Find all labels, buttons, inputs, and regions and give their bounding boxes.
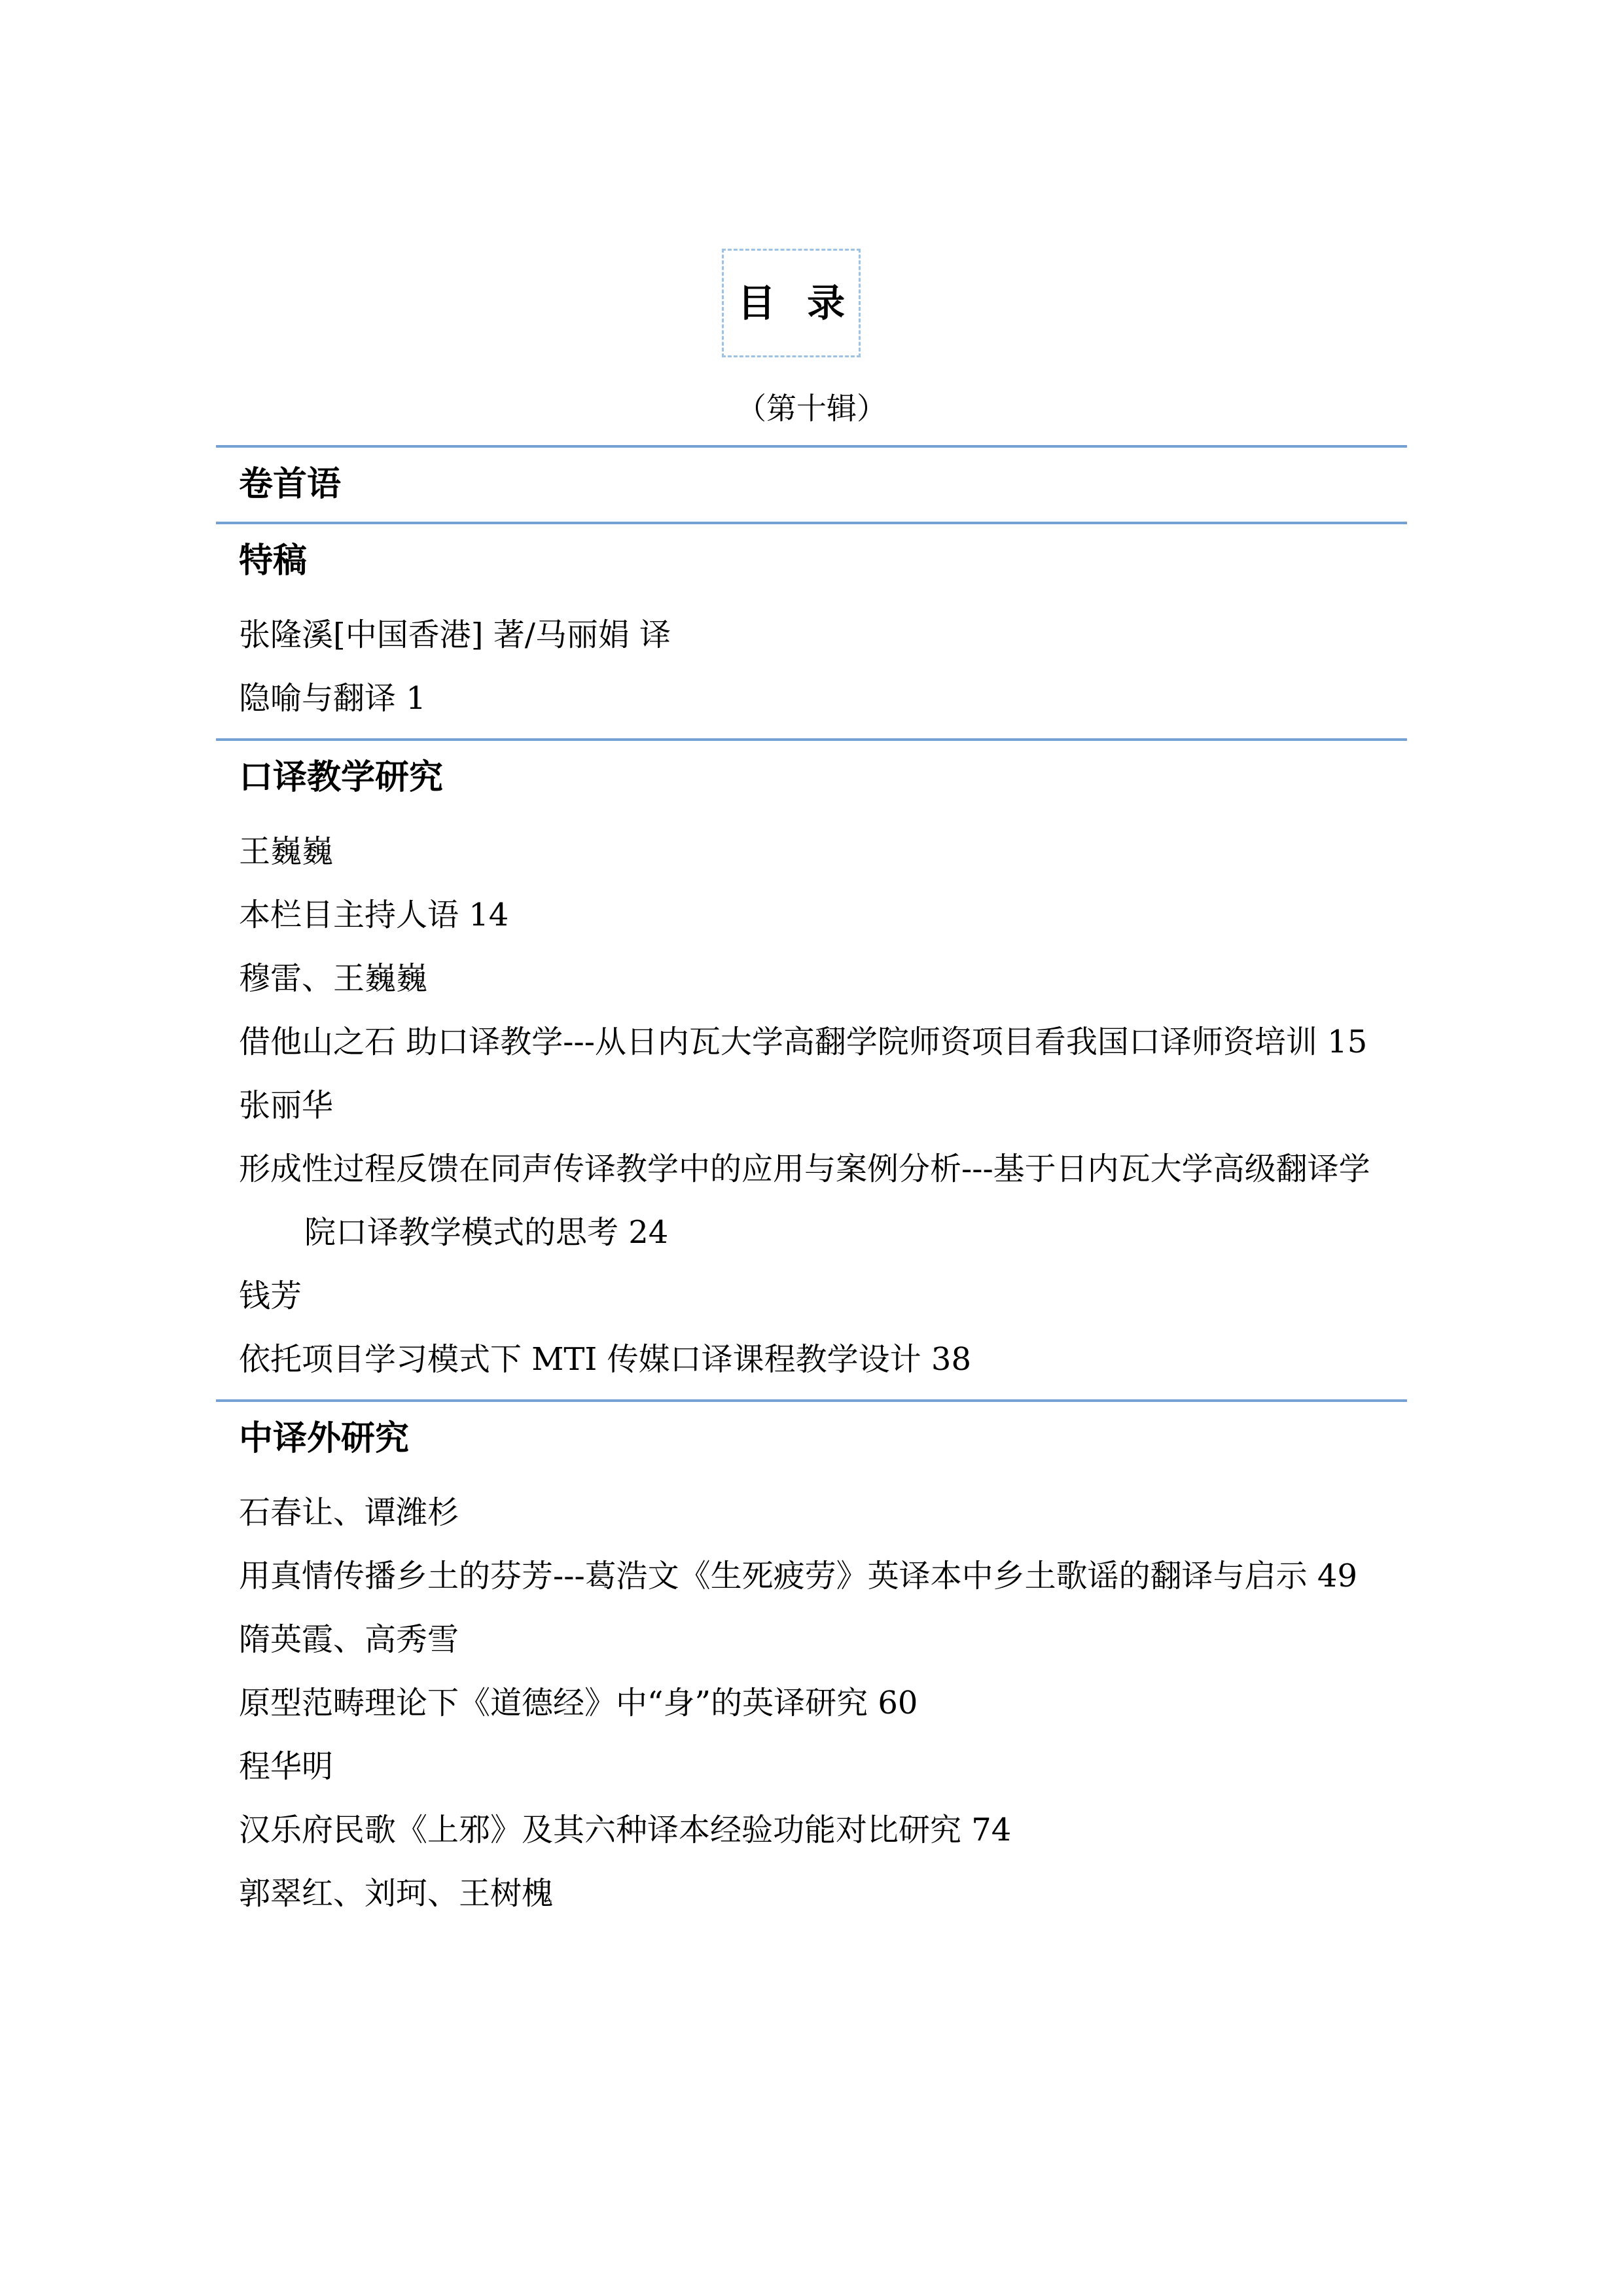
article-title-line: 借他山之石 助口译教学---从日内瓦大学高翻学院师资项目看我国口译师资培训 15: [239, 1024, 1368, 1060]
authors-line: 程华明: [239, 1748, 334, 1785]
section-juanshouyu: [216, 445, 1407, 522]
toc-title: 目 录: [737, 281, 846, 325]
article-title-line: 用真情传播乡土的芬芳---葛浩文《生死疲劳》英译本中乡土歌谣的翻译与启示 49: [239, 1558, 1357, 1594]
article-title-line: 原型范畴理论下《道德经》中“身”的英译研究 60: [239, 1685, 918, 1721]
authors-line: 郭翠红、刘珂、王树槐: [239, 1875, 554, 1912]
section-header: 口译教学研究: [239, 758, 444, 797]
authors-line: 张丽华: [239, 1087, 334, 1124]
section-items: [216, 598, 1407, 738]
section-tegao: [216, 522, 1407, 738]
authors-line: 王巍巍: [239, 833, 334, 870]
section-items: [216, 815, 1407, 1399]
toc-title-box: [722, 249, 861, 357]
volume-subtitle: （第十辑）: [736, 391, 887, 426]
article-title-line: 形成性过程反馈在同声传译教学中的应用与案例分析---基于日内瓦大学高级翻译学院口译教学模式的思考 24: [239, 1151, 1370, 1251]
section-kouyi-jiaoxue-yanjiu: [216, 738, 1407, 1399]
authors-line: 钱芳: [239, 1278, 302, 1314]
toc-content: [216, 445, 1407, 1933]
section-zhongyiwai-yanjiu: [216, 1399, 1407, 1933]
authors-line: 隋英霞、高秀雪: [239, 1621, 459, 1658]
authors-line: 穆雷、王巍巍: [239, 960, 428, 997]
section-items: [216, 1476, 1407, 1933]
section-header: 卷首语: [239, 465, 342, 504]
article-title-line: 本栏目主持人语 14: [239, 897, 509, 933]
authors-line: 张隆溪[中国香港] 著/马丽娟 译: [239, 617, 671, 653]
article-title-line: 隐喻与翻译 1: [239, 680, 426, 717]
section-header: 中译外研究: [239, 1419, 410, 1458]
section-header: 特稿: [239, 541, 308, 581]
article-title-line: 汉乐府民歌《上邪》及其六种译本经验功能对比研究 74: [239, 1812, 1012, 1848]
authors-line: 石春让、谭潍杉: [239, 1494, 459, 1531]
article-title-line: 依托项目学习模式下 MTI 传媒口译课程教学设计 38: [239, 1341, 971, 1378]
